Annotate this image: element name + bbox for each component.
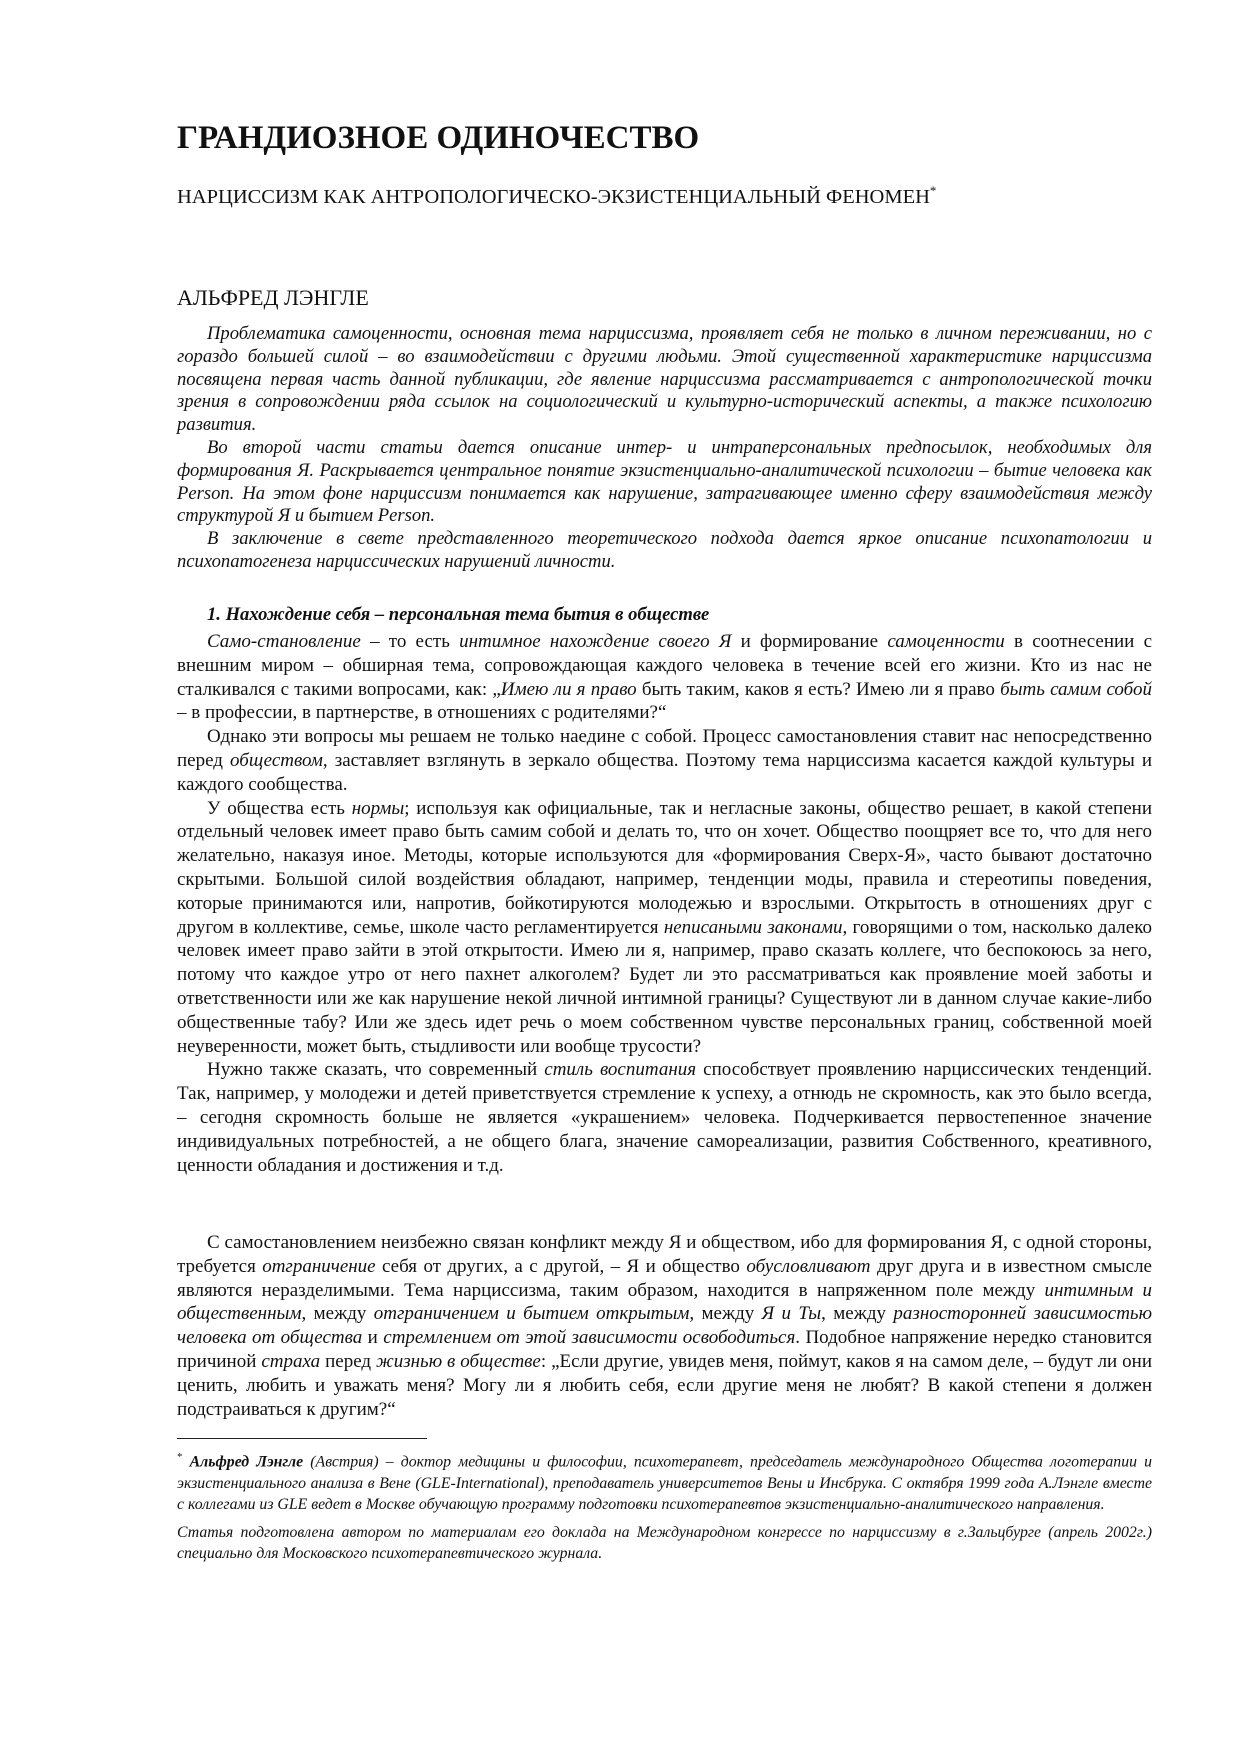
footnote-author: Альфред Лэнгле — [189, 1453, 304, 1471]
abstract — [177, 323, 1152, 574]
emphasis: Само-становление — [207, 631, 361, 652]
emphasis: разносторонней зависимостью человека от общества — [177, 1303, 1152, 1349]
article-title: ГРАНДИОЗНОЕ ОДИНОЧЕСТВО — [177, 120, 700, 156]
footnote-divider — [177, 1438, 427, 1439]
emphasis: страха — [261, 1350, 321, 1372]
emphasis: стремлением от этой зависимости освободиться — [383, 1327, 796, 1349]
subtitle-text: НАРЦИССИЗМ КАК АНТРОПОЛОГИЧЕСКО-ЭКЗИСТЕНЦИАЛЬНЫЙ ФЕНОМЕН — [177, 185, 930, 208]
abstract-paragraph: В заключение в свете представленного теоретического подхода дается яркое описание психопатологии и психопатогенеза нарциссических нарушений личности. — [177, 528, 1152, 572]
emphasis: отграничение — [262, 1255, 376, 1277]
body-text — [177, 1231, 1152, 1421]
body-paragraph: Само-становление – то есть интимное нахождение своего Я и формирование самоценности в соотнесении с внешним миром – обширная тема, сопровождающая каждого человека в течение всей его жизни. Кто из нас не сталкивался с такими вопросами, как: „Имею ли я право быть таким, каков я есть? Имею ли я право быть самим собой – в профессии, в партнерстве, в отношениях с родителями?“ — [177, 631, 1152, 724]
emphasis: самоценности — [887, 631, 1005, 652]
emphasis: нормы — [351, 797, 405, 819]
body-paragraph: Однако эти вопросы мы решаем не только наедине с собой. Процесс самостановления ставит нас непосредственно перед обществом, заставляет взглянуть в зеркало общества. Поэтому тема нарциссизма касается каждой культуры и каждого сообщества. — [177, 726, 1153, 795]
body-text — [177, 630, 1152, 1177]
emphasis: стиль воспитания — [544, 1059, 697, 1081]
abstract-paragraph: Проблематика самоценности, основная тема нарциссизма, проявляет себя не только в личном переживании, но с гораздо большей силой – во взаимодействии с другими людьми. Этой существенной характеристике нарциссизма посвящена первая часть данной публикации, где явление нарциссизма рассматривается с антропологической точки зрения в сопровождении ряда ссылок на социологический и культурно-исторический аспекты, а также психологию развития. — [177, 323, 1152, 436]
abstract-paragraph: Во второй части статьи дается описание интер- и интраперсональных предпосылок, необходимых для формирования Я. Раскрывается центральное понятие экзистенциально-аналитической психологии – бытие человека как Person. На этом фоне нарциссизм понимается как нарушение, затрагивающее именно сферу взаимодействия между структурой Я и бытием Person. — [177, 436, 1152, 527]
footnote-marker: * — [177, 1451, 183, 1463]
emphasis: Я и Ты — [761, 1303, 822, 1325]
emphasis: интимное нахождение своего Я — [459, 631, 732, 652]
emphasis: обусловливают — [746, 1255, 871, 1277]
article-author: АЛЬФРЕД ЛЭНГЛЕ — [177, 285, 369, 310]
emphasis: жизнью в обществе — [376, 1350, 541, 1372]
body-paragraph: Нужно также сказать, что современный стиль воспитания способствует проявлению нарциссических тенденций. Так, например, у молодежи и детей приветствуется стремление к успеху, а отнюдь не скромность, как это было всегда, – сегодня скромность больше не является «украшением» человека. Подчеркивается первостепенное значение индивидуальных потребностей, а не общего блага, значение самореализации, развития Собственного, креативного, ценности обладания и достижения и т.д. — [177, 1059, 1153, 1176]
footnote-marker[interactable]: * — [929, 183, 937, 198]
emphasis: обществом — [230, 749, 323, 771]
emphasis: неписаными законами — [663, 916, 843, 938]
body-paragraph: У общества есть нормы; используя как официальные, так и негласные законы, общество решает, в какой степени отдельный человек имеет право быть самим собой и делать то, что он хочет. Общество поощряет все то, что для него желательно, наказуя иное. Методы, которые используются для «формирования Сверх-Я», часто бывают достаточно скрытыми. Большой силой воздействия обладают, например, тенденции моды, правила и стереотипы поведения, которые принимаются или, напротив, бойкотируются молодежью и взрослыми. Открытость в отношениях друг с другом в коллективе, семье, школе часто регламентируется неписаными законами, говорящими о том, насколько далеко человек имеет право зайти в этой открытости. Имею ли я, например, право сказать коллеге, что беспокоюсь за него, потому что каждое утро от него пахнет алкоголем? Будет ли это рассматриваться как проявление моей заботы и ответственности или же как нарушение некой личной интимной границы? Существуют ли в данном случае какие-либо общественные табу? Или же здесь идет речь о моем собственном чувстве персональных границ, собственной моей неуверенности, может быть, стыдливости или вообще трусости? — [177, 797, 1152, 1057]
footnote-note: Статья подготовлена автором по материалам его доклада на Международном конгрессе по нарциссизму в г.Зальцбурге (апрель 2002г.) специально для Московского психотерапевтического журнала. — [177, 1523, 1152, 1563]
emphasis: быть самим собой — [1000, 678, 1152, 700]
emphasis: Имею ли я право — [500, 678, 637, 700]
body-paragraph: С самостановлением неизбежно связан конфликт между Я и обществом, ибо для формирования Я, с одной стороны, требуется отграничение себя от других, а с другой, – Я и общество обусловливают друг друга и в известном смысле являются неразделимыми. Тема нарциссизма, таким образом, находится в напряженном поле между интимным и общественным, между отграничением и бытием открытым, между Я и Ты, между разносторонней зависимостью человека от общества и стремлением от этой зависимости освободиться. Подобное напряжение нередко становится причиной страха перед жизнью в обществе: „Если другие, увидев меня, поймут, каков я на самом деле, – будут ли они ценить, любить и уважать меня? Могу ли я любить себя, если другие меня не любят? В какой степени я должен подстраиваться к другим?“ — [177, 1232, 1152, 1420]
emphasis: интимным и общественным — [177, 1279, 1152, 1325]
emphasis: отграничением и бытием открытым, — [373, 1303, 695, 1325]
footnote — [177, 1447, 1152, 1565]
article-subtitle — [177, 178, 1077, 210]
footnote-paragraph: * Альфред Лэнгле (Австрия) – доктор медицины и философии, психотерапевт, председатель международного Общества логотерапии и экзистенциального анализа в Вене (GLE-International), преподаватель университетов Вены и Инсбрука. С октября 1999 года А.Лэнгле вместе с коллегами из GLE ведет в Москве обучающую программу подготовки психотерапевтов экзистенциально-аналитического направления. — [177, 1451, 1153, 1514]
section-heading: 1. Нахождение себя – персональная тема бытия в обществе — [207, 604, 710, 625]
